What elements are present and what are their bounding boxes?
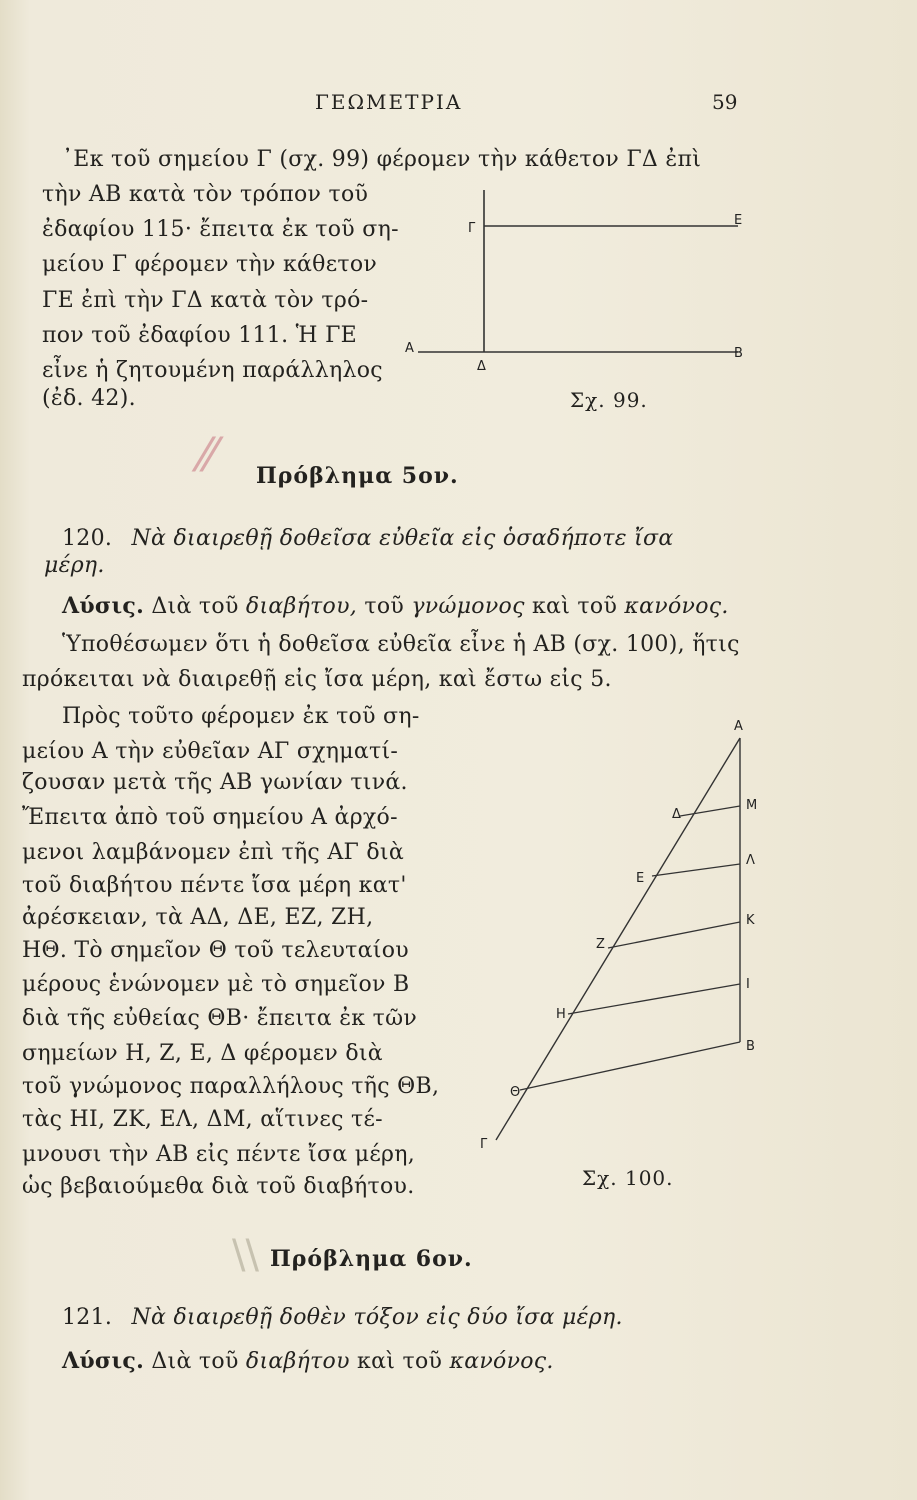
text-line: πρόκειται νὰ διαιρεθῇ εἰς ἴσα μέρη, καὶ ἔστω εἰς 5. [22, 667, 612, 692]
page-number: 59 [712, 90, 738, 114]
fig100-line-ag [496, 738, 740, 1140]
solution-tool: κανόνος. [449, 1349, 554, 1374]
fig100-label-k: Κ [746, 913, 755, 928]
text-line: Ἔπειτα ἀπὸ τοῦ σημείου Α ἀρχό- [22, 805, 398, 830]
figure-100-caption: Σχ. 100. [582, 1166, 674, 1190]
problem-number: 121. [62, 1305, 113, 1330]
solution-text: Διὰ τοῦ [151, 594, 239, 619]
solution-text: καὶ τοῦ [357, 1349, 443, 1374]
text-line: ΗΘ. Τὸ σημεῖον Θ τοῦ τελευταίου [22, 938, 409, 963]
fig100-label-b: Β [746, 1039, 755, 1054]
solution-tool: κανόνος. [624, 594, 729, 619]
fig100-label-l: Λ [746, 853, 755, 868]
solution-tool: γνώμονος [411, 594, 525, 619]
fig100-label-th: Θ [510, 1085, 521, 1100]
solution-label: Λύσις. [62, 1348, 145, 1374]
fig99-label-e: Ε [734, 213, 743, 228]
text-line: πον τοῦ ἐδαφίου 111. Ἡ ΓΕ [42, 323, 358, 348]
pencil-check-mark: \\ [232, 1232, 259, 1278]
solution-text: καὶ τοῦ [532, 594, 618, 619]
fig100-label-h: Η [556, 1007, 566, 1022]
fig99-label-g: Γ [468, 221, 476, 236]
fig100-line-thb [520, 1042, 740, 1090]
text-line: διὰ τῆς εὐθείας ΘΒ· ἔπειτα ἐκ τῶν [22, 1006, 418, 1031]
text-line: μέρους ἑνώνομεν μὲ τὸ σημεῖον Β [22, 972, 410, 997]
text-line: τὴν ΑΒ κατὰ τὸν τρόπον τοῦ [42, 182, 369, 207]
problem-statement-text: Νὰ διαιρεθῇ δοθεῖσα εὐθεῖα εἰς ὁσαδήποτε ἴσα [131, 526, 674, 551]
fig100-line-dm [680, 806, 740, 816]
fig100-label-m: Μ [746, 798, 758, 813]
fig99-label-d: Δ [477, 359, 486, 374]
fig100-line-hi [568, 984, 740, 1014]
fig100-label-d: Δ [672, 807, 681, 822]
text-line: εἶνε ἡ ζητουμένη παράλληλος [42, 358, 383, 383]
problem-number: 120. [62, 526, 113, 551]
problem-6-heading: Πρόβλημα 6ον. [270, 1246, 473, 1272]
fig100-label-i: Ι [746, 977, 750, 992]
fig99-label-b: Β [734, 346, 743, 361]
solution-label: Λύσις. [62, 593, 145, 619]
text-line: μείου Γ φέρομεν τὴν κάθετον [42, 252, 378, 277]
text-line: (ἐδ. 42). [42, 386, 136, 411]
problem-statement-text: μέρη. [44, 553, 105, 578]
solution-tool: διαβήτου [245, 1349, 350, 1374]
text-line: ΓΕ ἐπὶ τὴν ΓΔ κατὰ τὸν τρό- [42, 288, 369, 313]
fig100-label-e: Ε [636, 871, 645, 886]
fig100-label-z: Ζ [596, 937, 605, 952]
fig100-label-g: Γ [480, 1137, 488, 1152]
text-line: μενοι λαμβάνομεν ἐπὶ τῆς ΑΓ διὰ [22, 840, 405, 865]
problem-5-heading: Πρόβλημα 5ον. [256, 463, 459, 489]
pencil-check-mark: ⁄⁄ [200, 428, 216, 482]
text-line: ᾿Εκ τοῦ σημείου Γ (σχ. 99) φέρομεν τὴν κάθετον ΓΔ ἐπὶ [62, 147, 702, 172]
text-line: σημείων Η, Ζ, Ε, Δ φέρομεν διὰ [22, 1041, 383, 1066]
problem-6-statement [62, 1305, 623, 1330]
text-line: Πρὸς τοῦτο φέρομεν ἐκ τοῦ ση- [62, 704, 420, 729]
figure-99-caption: Σχ. 99. [570, 388, 648, 412]
problem-6-solution [62, 1348, 554, 1374]
text-line: ἀρέσκειαν, τὰ ΑΔ, ΔΕ, ΕΖ, ΖΗ, [22, 905, 374, 930]
text-line: ἐδαφίου 115· ἔπειτα ἐκ τοῦ ση- [42, 217, 399, 242]
running-header-title: ΓΕΩΜΕΤΡΙΑ [315, 90, 463, 114]
fig100-label-a: Α [734, 719, 743, 734]
solution-text: τοῦ [364, 594, 405, 619]
text-line: μείου Α τὴν εὐθεῖαν ΑΓ σχηματί- [22, 739, 399, 764]
solution-tool: διαβήτου, [245, 594, 358, 619]
text-line: ὡς βεβαιούμεθα διὰ τοῦ διαβήτου. [22, 1174, 415, 1199]
fig100-line-el [652, 864, 740, 876]
text-line: Ὑποθέσωμεν ὅτι ἡ δοθεῖσα εὐθεῖα εἶνε ἡ ΑΒ (σχ. 100), ἥτις [62, 632, 740, 657]
text-line: τοῦ διαβήτου πέντε ἴσα μέρη κατ' [22, 873, 407, 898]
solution-text: Διὰ τοῦ [151, 1349, 239, 1374]
text-line: τὰς ΗΙ, ΖΚ, ΕΛ, ΔΜ, αἵτινες τέ- [22, 1107, 383, 1132]
text-line: τοῦ γνώμονος παραλλήλους τῆς ΘΒ, [22, 1074, 440, 1099]
fig99-label-a: Α [405, 341, 414, 356]
text-line: ζουσαν μετὰ τῆς ΑΒ γωνίαν τινά. [22, 770, 408, 795]
fig100-line-zk [608, 922, 740, 948]
text-line: μνουσι τὴν ΑΒ εἰς πέντε ἴσα μέρη, [22, 1142, 416, 1167]
problem-statement-text: Νὰ διαιρεθῇ δοθὲν τόξον εἰς δύο ἴσα μέρη. [131, 1305, 623, 1330]
